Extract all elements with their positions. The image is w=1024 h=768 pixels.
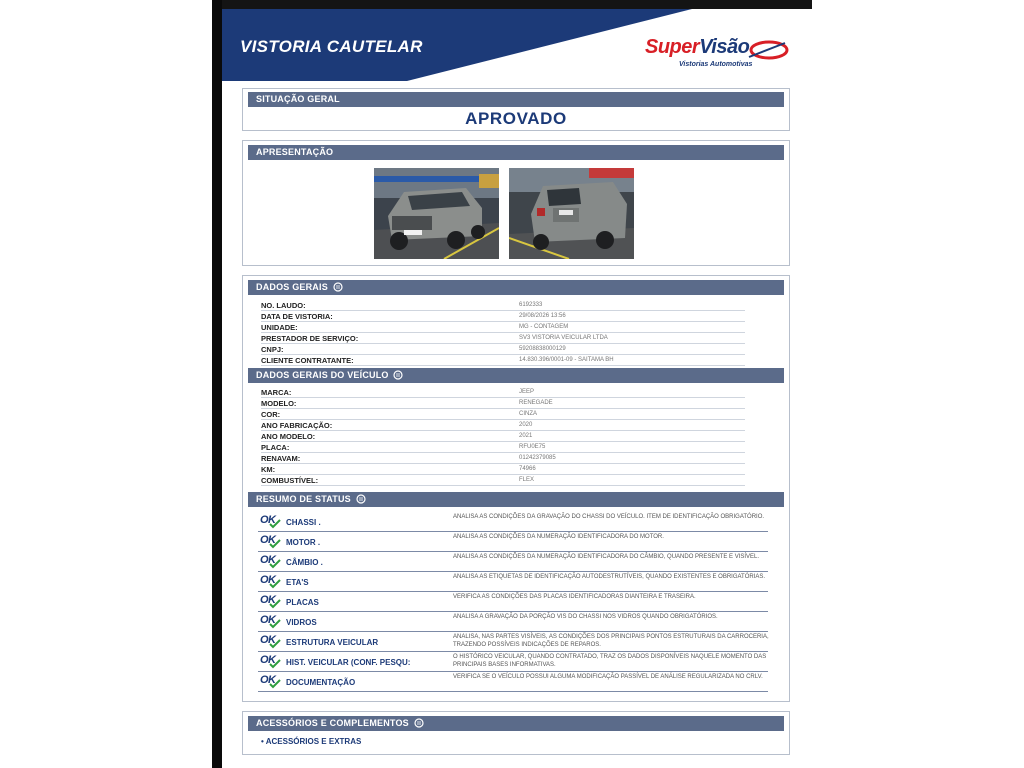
row-value: FLEX <box>519 477 535 483</box>
dados-veiculo-header <box>248 368 784 383</box>
dados-gerais-table <box>261 300 745 366</box>
check-icon <box>269 639 281 649</box>
row-label: COR: <box>261 410 281 419</box>
row-label: ANO FABRICAÇÃO: <box>261 421 333 430</box>
status-item-name: PLACAS <box>286 598 319 607</box>
logo-swoosh-icon <box>745 38 791 62</box>
acessorios-section <box>242 711 790 755</box>
car-rear-photo-icon <box>509 168 634 259</box>
status-row <box>258 532 768 552</box>
status-item-description: ANALISA AS CONDIÇÕES DA NUMERAÇÃO IDENTIFICADORA DO MOTOR. <box>453 534 664 540</box>
row-label: COMBUSTÍVEL: <box>261 476 319 485</box>
table-row <box>261 387 745 398</box>
check-icon <box>269 579 281 589</box>
situacao-geral-header <box>248 92 784 107</box>
status-item-name: VIDROS <box>286 618 317 627</box>
table-row <box>261 475 745 486</box>
status-row <box>258 512 768 532</box>
table-row <box>261 409 745 420</box>
status-item-name: CHASSI . <box>286 518 321 527</box>
status-item-description: ANALISA AS ETIQUETAS DE IDENTIFICAÇÃO AUTODESTRUTÍVEIS, QUANDO EXISTENTES E OBRIGATÓRIAS. <box>453 574 766 580</box>
row-label: ANO MODELO: <box>261 432 316 441</box>
dados-gerais-header <box>248 280 784 295</box>
table-row <box>261 355 745 366</box>
table-row <box>261 333 745 344</box>
logo-wordmark <box>645 36 749 59</box>
table-row <box>261 464 745 475</box>
check-icon <box>269 599 281 609</box>
status-row <box>258 672 768 692</box>
status-item-description: ANALISA AS CONDIÇÕES DA GRAVAÇÃO DO CHASSI DO VEÍCULO. ITEM DE IDENTIFICAÇÃO OBRIGATÓRIO. <box>453 514 765 520</box>
ok-badge: OK <box>260 514 276 526</box>
acessorios-header <box>248 716 784 731</box>
dados-gerais-title: DADOS GERAIS <box>256 282 328 292</box>
ok-badge: OK <box>260 674 276 686</box>
check-icon <box>269 539 281 549</box>
table-row <box>261 453 745 464</box>
magnifier-icon <box>414 718 424 728</box>
check-icon <box>269 619 281 629</box>
status-row <box>258 652 768 672</box>
dados-section <box>242 275 790 702</box>
dados-veiculo-title: DADOS GERAIS DO VEÍCULO <box>256 370 389 380</box>
situacao-geral-title: SITUAÇÃO GERAL <box>256 94 340 104</box>
row-label: CNPJ: <box>261 345 284 354</box>
row-value: CINZA <box>519 411 537 417</box>
status-item-name: ESTRUTURA VEICULAR <box>286 638 379 647</box>
row-label: MARCA: <box>261 388 292 397</box>
check-icon <box>269 559 281 569</box>
table-row <box>261 311 745 322</box>
table-row <box>261 344 745 355</box>
ok-badge: OK <box>260 574 276 586</box>
status-row <box>258 572 768 592</box>
ok-badge: OK <box>260 594 276 606</box>
supervisao-logo <box>645 36 795 72</box>
row-value: 59208838000129 <box>519 346 566 352</box>
acessorios-title: ACESSÓRIOS E COMPLEMENTOS <box>256 718 409 728</box>
resumo-status-header <box>248 492 784 507</box>
row-label: UNIDADE: <box>261 323 298 332</box>
row-value: MG - CONTAGEM <box>519 324 569 330</box>
apresentacao-section <box>242 140 790 266</box>
ok-badge: OK <box>260 554 276 566</box>
table-row <box>261 420 745 431</box>
ok-badge: OK <box>260 654 276 666</box>
check-icon <box>269 659 281 669</box>
row-value: 6192333 <box>519 302 543 308</box>
acessorios-extras-item[interactable]: • ACESSÓRIOS E EXTRAS <box>261 737 362 746</box>
row-label: NO. LAUDO: <box>261 301 306 310</box>
status-row <box>258 592 768 612</box>
status-item-name: HIST. VEICULAR (CONF. PESQU: <box>286 658 411 667</box>
row-value: RENEGADE <box>519 400 553 406</box>
status-row <box>258 612 768 632</box>
logo-tagline: Vistorias Automotivas <box>679 61 753 68</box>
status-item-name: ETA'S <box>286 578 309 587</box>
report-title: VISTORIA CAUTELAR <box>240 37 423 56</box>
logo-super: Super <box>645 36 700 58</box>
row-label: RENAVAM: <box>261 454 301 463</box>
status-item-description: ANALISA AS CONDIÇÕES DA NUMERAÇÃO IDENTIFICADORA DO CÂMBIO, QUANDO PRESENTE E VISÍVEL. <box>453 554 760 560</box>
vehicle-photo-front[interactable] <box>374 168 499 259</box>
resumo-status-title: RESUMO DE STATUS <box>256 494 351 504</box>
row-value: RFU0E75 <box>519 444 546 450</box>
ok-badge: OK <box>260 534 276 546</box>
car-front-photo-icon <box>374 168 499 259</box>
row-label: CLIENTE CONTRATANTE: <box>261 356 354 365</box>
row-value: 29/08/2026 13:56 <box>519 313 566 319</box>
status-row <box>258 552 768 572</box>
magnifier-icon <box>356 494 366 504</box>
table-row <box>261 442 745 453</box>
status-item-description: VERIFICA SE O VEÍCULO POSSUI ALGUMA MODIFICAÇÃO PASSÍVEL DE ANÁLISE REGULARIZADA NO CRLV. <box>453 674 763 680</box>
ok-badge: OK <box>260 614 276 626</box>
magnifier-icon <box>393 370 403 380</box>
status-item-description: O HISTÓRICO VEICULAR, QUANDO CONTRATADO, TRAZ OS DADOS DISPONÍVEIS NAQUELE MOMENTO DAS PRINCIPAIS BASES INFORMATIVAS. <box>453 654 767 668</box>
status-aprovado: APROVADO <box>465 109 567 128</box>
magnifier-icon <box>333 282 343 292</box>
status-item-description: VERIFICA AS CONDIÇÕES DAS PLACAS IDENTIFICADORAS DIANTEIRA E TRASEIRA. <box>453 594 696 600</box>
check-icon <box>269 519 281 529</box>
table-row <box>261 300 745 311</box>
table-row <box>261 322 745 333</box>
table-row <box>261 431 745 442</box>
report-header <box>222 9 812 81</box>
scan-border-top <box>212 0 812 9</box>
apresentacao-header <box>248 145 784 160</box>
row-label: DATA DE VISTORIA: <box>261 312 333 321</box>
scan-border-left <box>212 0 222 768</box>
dados-veiculo-table <box>261 387 745 486</box>
ok-badge: OK <box>260 634 276 646</box>
status-item-name: DOCUMENTAÇÃO <box>286 678 356 687</box>
row-label: KM: <box>261 465 276 474</box>
status-item-name: MOTOR . <box>286 538 321 547</box>
row-value: 2021 <box>519 433 533 439</box>
status-item-description: ANALISA A GRAVAÇÃO DA PORÇÃO VIS DO CHASSI NOS VIDROS QUANDO OBRIGATÓRIOS. <box>453 614 718 620</box>
row-value: 2020 <box>519 422 533 428</box>
status-item-description: ANALISA, NAS PARTES VISÍVEIS, AS CONDIÇÕES DOS PRINCIPAIS PONTOS ESTRUTURAIS DA CARROCERIA, TRAZENDO POSSÍVEIS INDICAÇÕES DE REPAROS. <box>453 634 769 648</box>
check-icon <box>269 679 281 689</box>
row-value: SV3 VISTORIA VEICULAR LTDA <box>519 335 608 341</box>
row-label: PRESTADOR DE SERVIÇO: <box>261 334 359 343</box>
row-value: 74966 <box>519 466 536 472</box>
vehicle-photo-rear[interactable] <box>509 168 634 259</box>
apresentacao-title: APRESENTAÇÃO <box>256 147 334 157</box>
logo-visao: Visão <box>699 36 750 58</box>
row-value: JEEP <box>519 389 535 395</box>
row-label: PLACA: <box>261 443 290 452</box>
row-value: 01242379085 <box>519 455 556 461</box>
table-row <box>261 398 745 409</box>
status-item-name: CÂMBIO . <box>286 558 323 567</box>
inspection-report-page <box>222 9 812 768</box>
situacao-geral-section <box>242 88 790 131</box>
status-row <box>258 632 768 652</box>
row-label: MODELO: <box>261 399 297 408</box>
row-value: 14.830.396/0001-09 - SAITAMA BH <box>519 357 614 363</box>
